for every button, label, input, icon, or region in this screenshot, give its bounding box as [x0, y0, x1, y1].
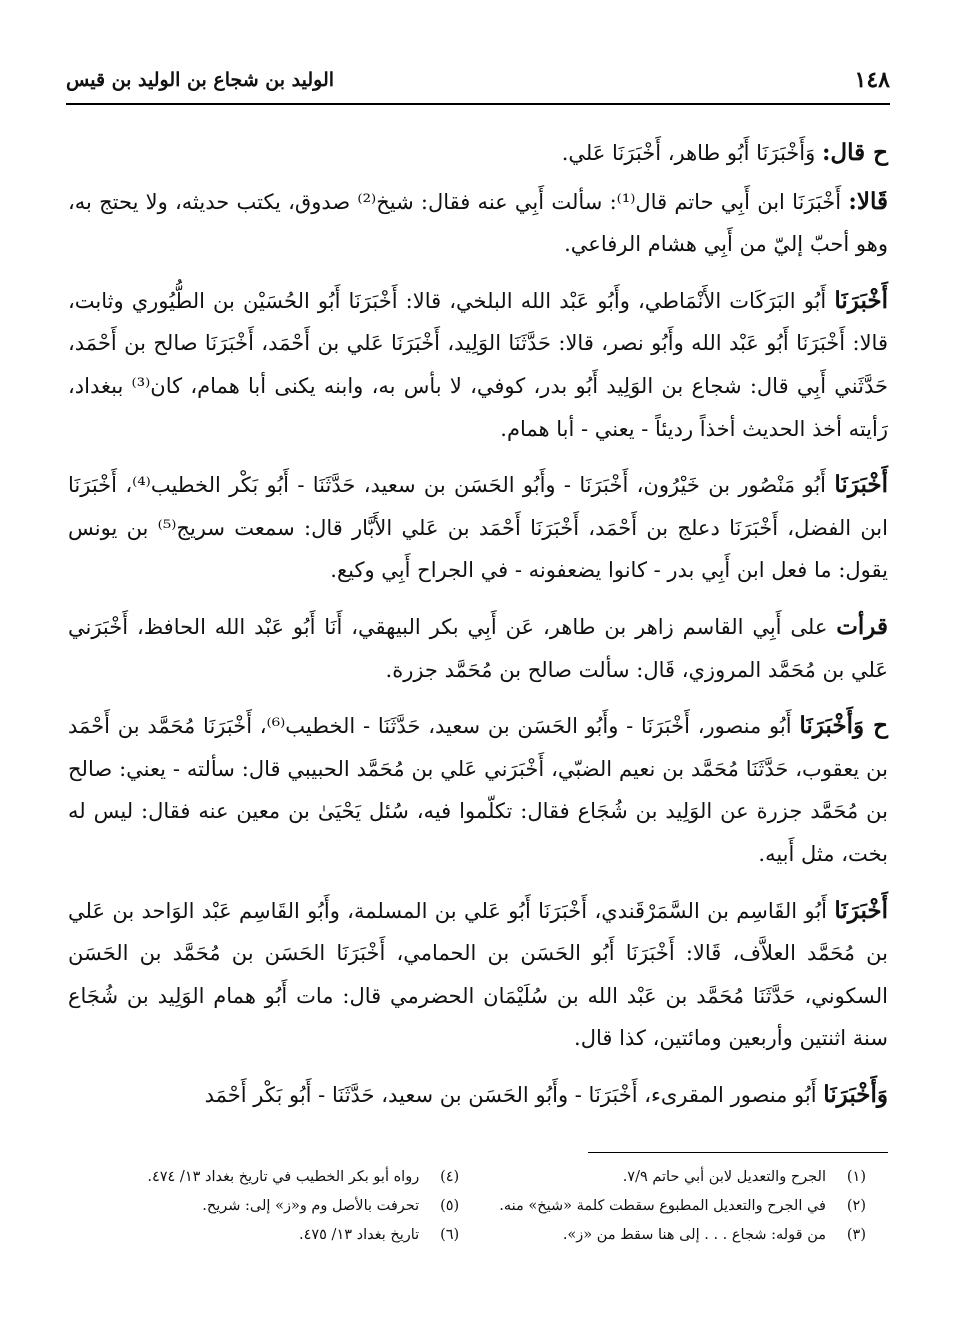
footnote-text: في الجرح والتعديل المطبوع سقطت كلمة «شيخ» منه. [499, 1198, 826, 1214]
paragraph-lead: أَخْبَرَنَا [834, 286, 888, 314]
paragraph-text: وَأَخْبَرَنَا أَبُو طاهر، أَخْبَرَنَا عَلي. [561, 141, 822, 165]
footnote [100, 1224, 459, 1247]
footnote-text: تاريخ بغداد ١٣/ ٤٧٥. [298, 1227, 420, 1243]
paragraph-lead: قَالا: [848, 187, 888, 215]
paragraph [68, 890, 888, 1060]
paragraph-text: أَبُو القَاسِم بن السَّمَرْقَندي، أَخْبَرَنَا أَبُو عَلي بن المسلمة، وأَبُو القَاسِم عَبْد الوَاحد بن عَلي بن مُحَمَّد العلاَّف، قَالا: أَخْبَرَنَا أَبُو الحَسَن بن الحمامي، أَخْبَرَنَا الحَسَن بن مُحَمَّد بن الحَسَن السكوني، حَدَّثَنَا مُحَمَّد بن عَبْد الله بن سُلَيْمَان الحضرمي قال: مات أَبُو همام الوَلِيد بن شُجَاع سنة اثنتين وأربعين ومائتين، كذا قال. [68, 898, 888, 1051]
footnote-number: (٥) [440, 1198, 460, 1214]
main-text [68, 132, 888, 1130]
paragraph [68, 464, 888, 592]
footnote-number: (١) [846, 1169, 866, 1185]
paragraph-lead: وَأَخْبَرَنَا [823, 1080, 888, 1108]
paragraph-text: أَخْبَرَنَا ابن أَبِي حاتم قال⁽¹⁾: سألت أَبِي عنه فقال: شيخ⁽²⁾ صدوق، يكتب حديثه، ولا يحتج به، وهو أحبّ إليّ من أَبِي هشام الرفاعي. [68, 189, 888, 257]
paragraph [68, 280, 888, 450]
footnote-text: الجرح والتعديل لابن أبي حاتم ٧/٩. [622, 1169, 826, 1185]
footnote [100, 1166, 459, 1189]
footnote [499, 1195, 866, 1218]
paragraph-lead: ح قال: [821, 139, 888, 166]
paragraph-lead: أَخْبَرَنَا [834, 471, 888, 499]
paragraph [68, 606, 888, 691]
header-rule [66, 103, 890, 105]
paragraph-text: أَبُو البَرَكَات الأَنْمَاطي، وأَبُو عَبْد الله البلخي، قالا: أَخْبَرَنَا أَبُو الحُسَيْن بن الطُّيُوري وثابت، قالا: أَخْبَرَنَا أَبُو عَبْد الله وأَبُو نصر، قالا: حَدَّثَنَا الوَلِيد، أَخْبَرَنَا عَلي بن أَحْمَد، أَخْبَرَنَا صالح بن أَحْمَد، حَدَّثَني أَبِي قال: شجاع بن الوَلِيد أَبُو بدر، كوفي، لا بأس به، وابنه يكنى أبا همام، كان⁽³⁾ ببغداد، رَأيته أخذ الحديث أخذاً رديئاً - يعني - أبا همام. [68, 288, 888, 441]
page-number: ١٤٨ [854, 67, 890, 93]
paragraph [68, 705, 888, 875]
footnote-text: رواه أبو بكر الخطيب في تاريخ بغداد ١٣/ ٤٧٤. [147, 1169, 420, 1185]
paragraph-text: أَبُو منصور، أَخْبَرَنَا - وأَبُو الحَسَن بن سعيد، حَدَّثَنَا - الخطيب⁽⁶⁾، أَخْبَرَنَا مُحَمَّد بن أَحْمَد بن يعقوب، حَدَّثَنَا مُحَمَّد بن نعيم الضبّي، أَخْبَرَني عَلي بن مُحَمَّد الحبيبي قال: سألته - يعني: صالح بن مُحَمَّد جزرة عن الوَلِيد بن شُجَاع فقال: تكلّموا فيه، سُئل يَحْيَىٰ بن معين عنه فقال: ليس له بخت، مثل أَبيه. [68, 714, 888, 866]
footnote-number: (٤) [440, 1169, 460, 1185]
page-header [66, 62, 890, 98]
paragraph-lead: قرأت [836, 612, 888, 640]
footnote-number: (٢) [846, 1198, 866, 1214]
paragraph [68, 1074, 888, 1117]
paragraph [68, 132, 888, 175]
running-title: الوليد بن شجاع بن الوليد بن قيس [66, 69, 335, 91]
footnote-number: (٣) [846, 1227, 866, 1243]
paragraph-lead: أَخْبَرَنَا [834, 896, 888, 924]
footnote-text: من قوله: شجاع . . . إلى هنا سقط من «ز». [562, 1227, 826, 1243]
footnote-rule [588, 1152, 888, 1153]
paragraph-lead: ح وَأَخْبَرَنَا [799, 712, 889, 740]
footnotes [100, 1166, 866, 1247]
paragraph-text: على أَبِي القاسم زاهر بن طاهر، عَن أَبِي بكر البيهقي، أَنَا أَبُو عَبْد الله الحافظ، أَخْبَرَني عَلي بن مُحَمَّد المروزي، قَال: سألت صالح بن مُحَمَّد جزرة. [68, 614, 888, 682]
paragraph-text: أَبُو مَنْصُور بن خَيْرُون، أَخْبَرَنَا - وأَبُو الحَسَن بن سعيد، حَدَّثَنَا - أَبُو بَكْر الخطيب⁽⁴⁾، أَخْبَرَنَا ابن الفضل، أَخْبَرَنَا دعلج بن أَحْمَد، أَخْبَرَنَا أَحْمَد بن عَلي الأَبَّار قال: سمعت سريج⁽⁵⁾ بن يونس يقول: ما فعل ابن أَبِي بدر - كانوا يضعفونه - في الجراح أَبِي وكيع. [68, 473, 888, 583]
footnote-number: (٦) [440, 1227, 460, 1243]
footnote [499, 1166, 866, 1189]
paragraph-text: أَبُو منصور المقرىء، أَخْبَرَنَا - وأَبُو الحَسَن بن سعيد، حَدَّثَنَا - أَبُو بَكْر أَحْمَد [204, 1082, 824, 1107]
paragraph [68, 181, 888, 266]
footnote [100, 1195, 459, 1218]
footnote-text: تحرفت بالأصل وم و«ز» إلى: شريح. [202, 1198, 420, 1214]
footnote [499, 1224, 866, 1247]
